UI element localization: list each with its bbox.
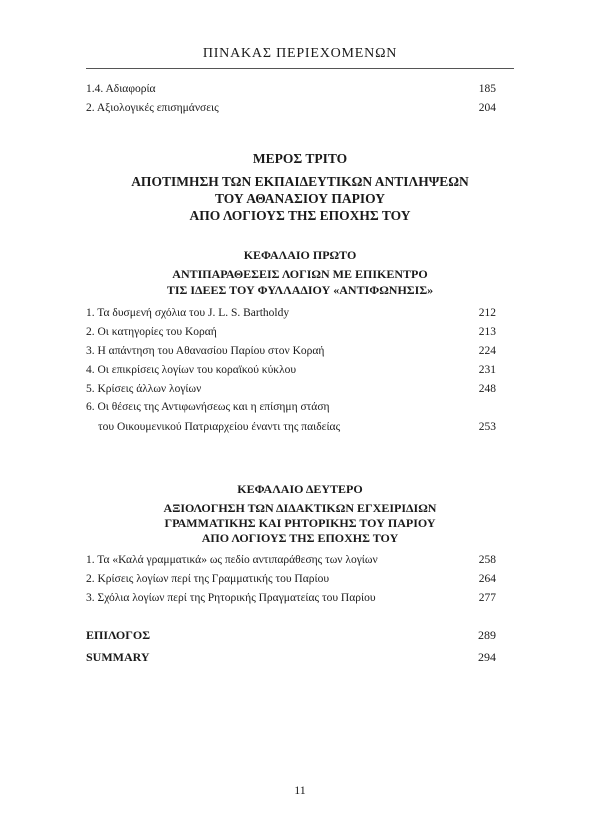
toc-entry-page: 212 <box>478 307 496 319</box>
toc-entry <box>86 363 496 377</box>
toc-entry-title-line: του Οικουμενικού Πατριαρχείου έναντι της παιδείας <box>98 421 341 433</box>
toc-entry <box>86 344 496 358</box>
toc-entry-title: SUMMARY <box>86 650 150 664</box>
toc-entry-title: 3. Η απάντηση του Αθανασίου Παρίου στον Κοραή <box>86 345 325 357</box>
chapter-title-line: ΓΡΑΜΜΑΤΙΚΗΣ ΚΑΙ ΡΗΤΟΡΙΚΗΣ ΤΟΥ ΠΑΡΙΟΥ <box>164 516 436 530</box>
part-title-line: ΑΠΟ ΛΟΓΙΟΥΣ ΤΗΣ ΕΠΟΧΗΣ ΤΟΥ <box>189 208 411 223</box>
toc-entry <box>86 325 496 339</box>
toc-entry-summary <box>86 650 496 664</box>
toc-entry-title: 1. Τα δυσμενή σχόλια του J. L. S. Bartholdy <box>86 307 290 319</box>
toc-entry-page: 277 <box>478 592 496 604</box>
chapter-title-line: ΑΠΟ ΛΟΓΙΟΥΣ ΤΗΣ ΕΠΟΧΗΣ ΤΟΥ <box>201 531 399 545</box>
toc-entry-page: 253 <box>478 421 496 433</box>
part-title-line: ΤΟΥ ΑΘΑΝΑΣΙΟΥ ΠΑΡΙΟΥ <box>214 191 386 206</box>
part-title-line: ΑΠΟΤΙΜΗΣΗ ΤΩΝ ΕΚΠΑΙΔΕΥΤΙΚΩΝ ΑΝΤΙΛΗΨΕΩΝ <box>131 174 469 189</box>
toc-entry <box>86 306 496 320</box>
toc-entry-page: 231 <box>478 364 496 376</box>
chapter-title-line: ΑΝΤΙΠΑΡΑΘΕΣΕΙΣ ΛΟΓΙΩΝ ΜΕ ΕΠΙΚΕΝΤΡΟ <box>172 267 428 281</box>
toc-entry-page: 289 <box>478 628 496 642</box>
toc-entry-epilogue <box>86 628 496 642</box>
running-header: ΠΙΝΑΚΑΣ ΠΕΡΙΕΧΟΜΕΝΩΝ <box>202 46 398 61</box>
toc-entry-title: 5. Κρίσεις άλλων λογίων <box>86 383 202 395</box>
toc-entry-title: 4. Οι επικρίσεις λογίων του κοραϊκού κύκλου <box>86 364 297 376</box>
toc-entry <box>86 572 496 586</box>
toc-entry-page: 264 <box>478 573 496 585</box>
toc-entry-title: 2. Οι κατηγορίες του Κοραή <box>86 326 217 338</box>
toc-entry-title: 2. Αξιολογικές επισημάνσεις <box>86 102 219 114</box>
toc-entry-page: 248 <box>478 383 496 395</box>
chapter-title-line: ΤΙΣ ΙΔΕΕΣ ΤΟΥ ΦΥΛΛΑΔΙΟΥ «ΑΝΤΙΦΩΝΗΣΙΣ» <box>166 283 434 297</box>
toc-entry-title: ΕΠΙΛΟΓΟΣ <box>86 628 151 642</box>
toc-entry-page: 258 <box>478 554 496 566</box>
toc-entry <box>86 382 496 396</box>
chapter-label: ΚΕΦΑΛΑΙΟ ΠΡΩΤΟ <box>243 248 357 262</box>
toc-entry-page: 213 <box>478 326 496 338</box>
toc-entry-title: 1.4. Αδιαφορία <box>86 83 156 95</box>
toc-entry-page: 185 <box>478 83 496 95</box>
header-rule <box>86 68 514 69</box>
toc-entry-page: 204 <box>478 102 496 114</box>
page-number: 11 <box>294 783 306 797</box>
toc-entry <box>86 591 496 605</box>
toc-entry-title: 2. Κρίσεις λογίων περί της Γραμματικής του Παρίου <box>86 573 330 585</box>
part-label: ΜΕΡΟΣ ΤΡΙΤΟ <box>252 151 348 166</box>
toc-entry-title: 1. Τα «Καλά γραμματικά» ως πεδίο αντιπαράθεσης των λογίων <box>86 554 378 566</box>
toc-entry <box>86 553 496 567</box>
toc-entry <box>86 101 496 115</box>
toc-entry-title-line: 6. Οι θέσεις της Αντιφωνήσεως και η επίσημη στάση <box>86 401 330 413</box>
chapter-label: ΚΕΦΑΛΑΙΟ ΔΕΥΤΕΡΟ <box>237 482 363 496</box>
toc-entry <box>98 420 496 434</box>
toc-entry-page: 224 <box>478 345 496 357</box>
toc-entry <box>86 82 496 96</box>
chapter-title-line: ΑΞΙΟΛΟΓΗΣΗ ΤΩΝ ΔΙΔΑΚΤΙΚΩΝ ΕΓΧΕΙΡΙΔΙΩΝ <box>163 501 437 515</box>
toc-entry-page: 294 <box>478 650 496 664</box>
toc-entry-title: 3. Σχόλια λογίων περί της Ρητορικής Πραγματείας του Παρίου <box>86 592 376 604</box>
